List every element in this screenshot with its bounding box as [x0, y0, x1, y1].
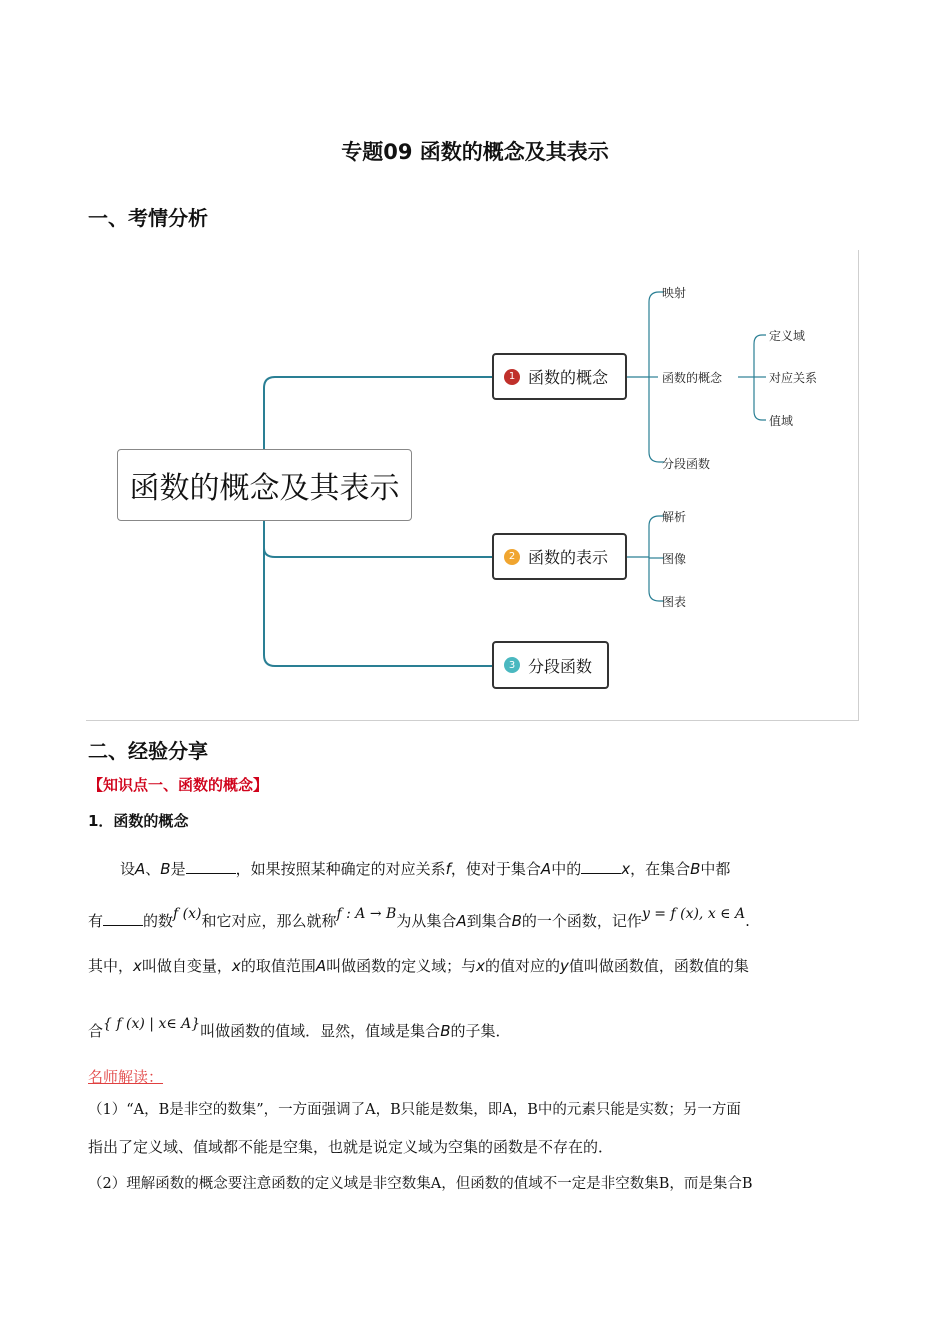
leaf-correspondence: 对应关系	[769, 371, 818, 385]
number-badge-1-icon: 1	[504, 369, 520, 385]
branch-label-3: 分段函数	[528, 656, 593, 676]
teacher-note-label: 名师解读：	[88, 1068, 164, 1086]
note-item-1-continued: 指出了定义域、值域都不能是空集，也就是说定义域为空集的函数是不存在的．	[88, 1138, 614, 1156]
note-item-2: （2）理解函数的概念要注意函数的定义域是非空数集A，但函数的值域不一定是非空数集B，而是集合B	[88, 1176, 753, 1192]
leaf-mapping: 映射	[662, 286, 687, 300]
knowledge-point-heading: 【知识点一、函数的概念】	[88, 776, 269, 794]
leaf-domain: 定义域	[769, 329, 806, 343]
branch-node-piecewise	[492, 641, 609, 689]
formula-function-notation: y = f (x), x ∈ A	[641, 906, 746, 922]
fill-blank-3[interactable]	[103, 911, 143, 926]
branch-node-function-concept	[492, 353, 627, 400]
leaf-function-concept: 函数的概念	[662, 371, 723, 385]
section-heading-analysis: 一、考情分析	[88, 206, 208, 230]
fill-blank-1[interactable]	[186, 859, 236, 874]
leaf-analytic: 解析	[662, 510, 687, 524]
definition-paragraph-line-2: 有 的数f (x)和它对应，那么就称f : A → B为从集合A到集合B的一个函数，记作y = f (x), x ∈ A.	[88, 906, 750, 930]
number-badge-3-icon: 3	[504, 657, 520, 673]
section-heading-experience: 二、经验分享	[88, 739, 208, 763]
leaf-graph: 图像	[662, 552, 687, 566]
definition-paragraph-line-4: 合{ f (x) | x∈ A}叫做函数的值域．显然，值域是集合B的子集．	[88, 1016, 511, 1040]
number-badge-2-icon: 2	[504, 549, 520, 565]
branch-label-2: 函数的表示	[528, 548, 609, 567]
branch-node-function-representation	[492, 533, 627, 580]
formula-mapping: f : A → B	[336, 906, 397, 922]
leaf-table: 图表	[662, 595, 687, 609]
definition-paragraph-line-1: 设A、B是 ，如果按照某种确定的对应关系f，使对于集合A中的 x，在集合B中都	[120, 860, 731, 878]
branch-label-1: 函数的概念	[528, 368, 609, 387]
connector-branch-2	[264, 521, 492, 557]
definition-paragraph-line-3: 其中，x叫做自变量，x的取值范围A叫做函数的定义域；与x的值对应的y值叫做函数值，函数值的集	[88, 957, 749, 975]
page-title: 专题09 函数的概念及其表示	[341, 140, 609, 164]
note-item-1: （1）“A，B是非空的数集”，一方面强调了A，B只能是数集，即A，B中的元素只能是实数；另一方面	[88, 1102, 741, 1118]
mind-map-root: 函数的概念及其表示	[117, 449, 412, 521]
connector-branch-3	[264, 521, 492, 666]
fill-blank-2[interactable]	[581, 859, 621, 874]
leaf-range: 值域	[769, 414, 794, 428]
leaf-piecewise: 分段函数	[662, 457, 711, 471]
formula-range-set: { f (x) | x∈ A}	[103, 1016, 201, 1032]
formula-fx: f (x)	[173, 906, 202, 922]
mind-map	[86, 250, 859, 721]
connector-branch-1	[264, 377, 492, 449]
subsection-heading: 1．函数的概念	[88, 812, 189, 830]
